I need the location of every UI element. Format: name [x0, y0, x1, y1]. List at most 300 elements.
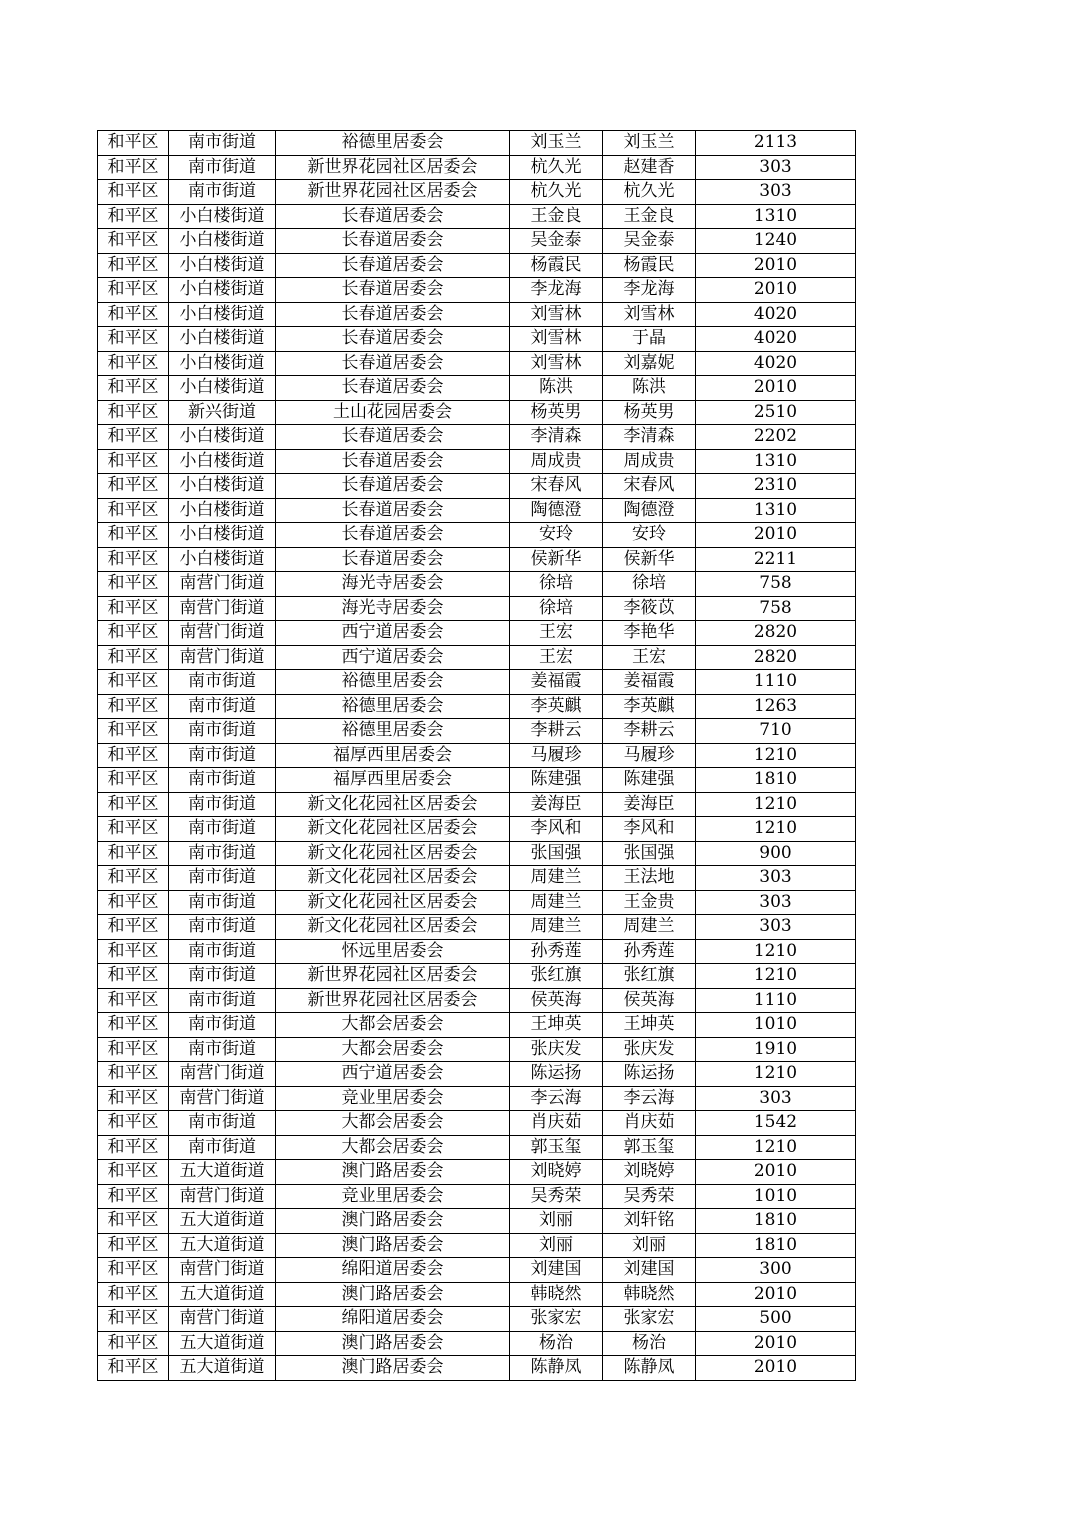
street-cell: 南市街道 [169, 988, 276, 1013]
street-cell: 小白楼街道 [169, 351, 276, 376]
amount-cell: 1310 [696, 498, 856, 523]
amount-cell: 1210 [696, 817, 856, 842]
amount-cell: 1263 [696, 694, 856, 719]
amount-cell: 300 [696, 1258, 856, 1283]
table-row [98, 449, 856, 474]
committee-cell: 澳门路居委会 [276, 1282, 510, 1307]
table-row [98, 988, 856, 1013]
district-cell: 和平区 [98, 694, 169, 719]
committee-cell: 绵阳道居委会 [276, 1258, 510, 1283]
committee-cell: 新世界花园社区居委会 [276, 180, 510, 205]
table-row [98, 1013, 856, 1038]
member-name-cell: 杨英男 [603, 400, 696, 425]
district-cell: 和平区 [98, 572, 169, 597]
amount-cell: 2820 [696, 621, 856, 646]
member-name-cell: 刘晓婷 [603, 1160, 696, 1185]
committee-cell: 长春道居委会 [276, 253, 510, 278]
holder-name-cell: 肖庆茹 [510, 1111, 603, 1136]
amount-cell: 2202 [696, 425, 856, 450]
amount-cell: 303 [696, 1086, 856, 1111]
street-cell: 小白楼街道 [169, 425, 276, 450]
member-name-cell: 姜福霞 [603, 670, 696, 695]
street-cell: 南市街道 [169, 155, 276, 180]
table-row [98, 792, 856, 817]
street-cell: 南市街道 [169, 1013, 276, 1038]
district-cell: 和平区 [98, 474, 169, 499]
table-row [98, 278, 856, 303]
street-cell: 五大道街道 [169, 1233, 276, 1258]
holder-name-cell: 陶德澄 [510, 498, 603, 523]
committee-cell: 裕德里居委会 [276, 719, 510, 744]
committee-cell: 新文化花园社区居委会 [276, 792, 510, 817]
holder-name-cell: 韩晓然 [510, 1282, 603, 1307]
holder-name-cell: 侯英海 [510, 988, 603, 1013]
member-name-cell: 陈洪 [603, 376, 696, 401]
district-cell: 和平区 [98, 596, 169, 621]
amount-cell: 1110 [696, 670, 856, 695]
holder-name-cell: 刘丽 [510, 1233, 603, 1258]
table-row [98, 229, 856, 254]
holder-name-cell: 陈静凤 [510, 1356, 603, 1381]
holder-name-cell: 郭玉玺 [510, 1135, 603, 1160]
street-cell: 南市街道 [169, 694, 276, 719]
street-cell: 南营门街道 [169, 1062, 276, 1087]
table-row [98, 1209, 856, 1234]
district-cell: 和平区 [98, 719, 169, 744]
holder-name-cell: 刘晓婷 [510, 1160, 603, 1185]
district-cell: 和平区 [98, 1086, 169, 1111]
committee-cell: 竞业里居委会 [276, 1184, 510, 1209]
holder-name-cell: 马履珍 [510, 743, 603, 768]
committee-cell: 西宁道居委会 [276, 621, 510, 646]
street-cell: 南营门街道 [169, 572, 276, 597]
holder-name-cell: 周建兰 [510, 890, 603, 915]
district-cell: 和平区 [98, 327, 169, 352]
amount-cell: 758 [696, 572, 856, 597]
committee-cell: 长春道居委会 [276, 351, 510, 376]
holder-name-cell: 陈运扬 [510, 1062, 603, 1087]
district-cell: 和平区 [98, 1184, 169, 1209]
committee-cell: 新文化花园社区居委会 [276, 866, 510, 891]
street-cell: 小白楼街道 [169, 278, 276, 303]
table-row [98, 1062, 856, 1087]
member-name-cell: 李艳华 [603, 621, 696, 646]
committee-cell: 裕德里居委会 [276, 670, 510, 695]
holder-name-cell: 刘丽 [510, 1209, 603, 1234]
street-cell: 小白楼街道 [169, 253, 276, 278]
table-row [98, 1258, 856, 1283]
member-name-cell: 刘丽 [603, 1233, 696, 1258]
street-cell: 南营门街道 [169, 1258, 276, 1283]
table-row [98, 596, 856, 621]
committee-cell: 新文化花园社区居委会 [276, 915, 510, 940]
member-name-cell: 李云海 [603, 1086, 696, 1111]
amount-cell: 2010 [696, 1282, 856, 1307]
street-cell: 五大道街道 [169, 1356, 276, 1381]
district-cell: 和平区 [98, 498, 169, 523]
street-cell: 南市街道 [169, 719, 276, 744]
district-cell: 和平区 [98, 1135, 169, 1160]
district-cell: 和平区 [98, 302, 169, 327]
holder-name-cell: 李龙海 [510, 278, 603, 303]
member-name-cell: 马履珍 [603, 743, 696, 768]
member-name-cell: 周成贵 [603, 449, 696, 474]
member-name-cell: 王金贵 [603, 890, 696, 915]
table-row [98, 376, 856, 401]
amount-cell: 303 [696, 155, 856, 180]
table-row [98, 817, 856, 842]
amount-cell: 1810 [696, 1233, 856, 1258]
street-cell: 南营门街道 [169, 596, 276, 621]
street-cell: 五大道街道 [169, 1160, 276, 1185]
district-cell: 和平区 [98, 645, 169, 670]
holder-name-cell: 王坤英 [510, 1013, 603, 1038]
district-cell: 和平区 [98, 1209, 169, 1234]
table-row [98, 964, 856, 989]
member-name-cell: 孙秀莲 [603, 939, 696, 964]
table-row [98, 768, 856, 793]
table-row [98, 1184, 856, 1209]
member-name-cell: 郭玉玺 [603, 1135, 696, 1160]
amount-cell: 303 [696, 915, 856, 940]
table-row [98, 523, 856, 548]
holder-name-cell: 周建兰 [510, 866, 603, 891]
member-name-cell: 李耕云 [603, 719, 696, 744]
committee-cell: 土山花园居委会 [276, 400, 510, 425]
holder-name-cell: 李风和 [510, 817, 603, 842]
amount-cell: 4020 [696, 327, 856, 352]
holder-name-cell: 杨英男 [510, 400, 603, 425]
district-cell: 和平区 [98, 351, 169, 376]
street-cell: 五大道街道 [169, 1331, 276, 1356]
member-name-cell: 姜海臣 [603, 792, 696, 817]
amount-cell: 2010 [696, 253, 856, 278]
holder-name-cell: 侯新华 [510, 547, 603, 572]
holder-name-cell: 杨治 [510, 1331, 603, 1356]
district-cell: 和平区 [98, 670, 169, 695]
amount-cell: 1210 [696, 743, 856, 768]
committee-cell: 长春道居委会 [276, 425, 510, 450]
holder-name-cell: 刘雪林 [510, 302, 603, 327]
member-name-cell: 王金良 [603, 204, 696, 229]
committee-cell: 裕德里居委会 [276, 694, 510, 719]
holder-name-cell: 刘雪林 [510, 351, 603, 376]
committee-cell: 西宁道居委会 [276, 1062, 510, 1087]
district-cell: 和平区 [98, 449, 169, 474]
table-row [98, 1233, 856, 1258]
committee-cell: 海光寺居委会 [276, 572, 510, 597]
amount-cell: 2113 [696, 131, 856, 156]
committee-cell: 长春道居委会 [276, 449, 510, 474]
district-cell: 和平区 [98, 131, 169, 156]
street-cell: 小白楼街道 [169, 229, 276, 254]
member-name-cell: 李龙海 [603, 278, 696, 303]
amount-cell: 1210 [696, 1135, 856, 1160]
amount-cell: 1010 [696, 1184, 856, 1209]
committee-cell: 长春道居委会 [276, 278, 510, 303]
district-cell: 和平区 [98, 523, 169, 548]
table-row [98, 572, 856, 597]
holder-name-cell: 李英麒 [510, 694, 603, 719]
holder-name-cell: 陈建强 [510, 768, 603, 793]
district-cell: 和平区 [98, 1160, 169, 1185]
table-row [98, 1135, 856, 1160]
amount-cell: 2510 [696, 400, 856, 425]
committee-cell: 新世界花园社区居委会 [276, 155, 510, 180]
table-row [98, 253, 856, 278]
member-name-cell: 王坤英 [603, 1013, 696, 1038]
holder-name-cell: 吴秀荣 [510, 1184, 603, 1209]
committee-cell: 长春道居委会 [276, 302, 510, 327]
table-row [98, 1086, 856, 1111]
table-row [98, 866, 856, 891]
member-name-cell: 于晶 [603, 327, 696, 352]
amount-cell: 2310 [696, 474, 856, 499]
member-name-cell: 安玲 [603, 523, 696, 548]
table-row [98, 327, 856, 352]
amount-cell: 2010 [696, 1356, 856, 1381]
holder-name-cell: 陈洪 [510, 376, 603, 401]
member-name-cell: 杨治 [603, 1331, 696, 1356]
table-row [98, 204, 856, 229]
member-name-cell: 韩晓然 [603, 1282, 696, 1307]
amount-cell: 4020 [696, 351, 856, 376]
data-table [97, 130, 856, 1381]
amount-cell: 2010 [696, 376, 856, 401]
committee-cell: 福厚西里居委会 [276, 743, 510, 768]
committee-cell: 长春道居委会 [276, 229, 510, 254]
committee-cell: 长春道居委会 [276, 498, 510, 523]
district-cell: 和平区 [98, 890, 169, 915]
street-cell: 南营门街道 [169, 621, 276, 646]
holder-name-cell: 李云海 [510, 1086, 603, 1111]
committee-cell: 大都会居委会 [276, 1037, 510, 1062]
street-cell: 南市街道 [169, 1037, 276, 1062]
member-name-cell: 王法地 [603, 866, 696, 891]
district-cell: 和平区 [98, 1307, 169, 1332]
district-cell: 和平区 [98, 1282, 169, 1307]
committee-cell: 长春道居委会 [276, 547, 510, 572]
committee-cell: 长春道居委会 [276, 376, 510, 401]
member-name-cell: 陈静凤 [603, 1356, 696, 1381]
street-cell: 南市街道 [169, 866, 276, 891]
table-row [98, 1160, 856, 1185]
holder-name-cell: 杭久光 [510, 155, 603, 180]
committee-cell: 竞业里居委会 [276, 1086, 510, 1111]
amount-cell: 2010 [696, 1331, 856, 1356]
amount-cell: 1910 [696, 1037, 856, 1062]
street-cell: 南市街道 [169, 964, 276, 989]
member-name-cell: 宋春风 [603, 474, 696, 499]
street-cell: 南市街道 [169, 939, 276, 964]
amount-cell: 303 [696, 866, 856, 891]
street-cell: 小白楼街道 [169, 376, 276, 401]
holder-name-cell: 张家宏 [510, 1307, 603, 1332]
street-cell: 南市街道 [169, 841, 276, 866]
holder-name-cell: 徐培 [510, 572, 603, 597]
district-cell: 和平区 [98, 229, 169, 254]
district-cell: 和平区 [98, 817, 169, 842]
member-name-cell: 吴秀荣 [603, 1184, 696, 1209]
committee-cell: 新世界花园社区居委会 [276, 988, 510, 1013]
table-row [98, 621, 856, 646]
committee-cell: 福厚西里居委会 [276, 768, 510, 793]
committee-cell: 长春道居委会 [276, 204, 510, 229]
table-row [98, 547, 856, 572]
table-row [98, 1282, 856, 1307]
holder-name-cell: 王金良 [510, 204, 603, 229]
member-name-cell: 吴金泰 [603, 229, 696, 254]
street-cell: 五大道街道 [169, 1209, 276, 1234]
amount-cell: 303 [696, 180, 856, 205]
district-cell: 和平区 [98, 988, 169, 1013]
district-cell: 和平区 [98, 768, 169, 793]
street-cell: 南市街道 [169, 1135, 276, 1160]
member-name-cell: 李风和 [603, 817, 696, 842]
member-name-cell: 侯英海 [603, 988, 696, 1013]
holder-name-cell: 徐培 [510, 596, 603, 621]
member-name-cell: 张红旗 [603, 964, 696, 989]
district-cell: 和平区 [98, 547, 169, 572]
table-row [98, 400, 856, 425]
amount-cell: 710 [696, 719, 856, 744]
committee-cell: 西宁道居委会 [276, 645, 510, 670]
table-row [98, 474, 856, 499]
street-cell: 南营门街道 [169, 1307, 276, 1332]
committee-cell: 怀远里居委会 [276, 939, 510, 964]
table-row [98, 425, 856, 450]
committee-cell: 新文化花园社区居委会 [276, 890, 510, 915]
street-cell: 小白楼街道 [169, 523, 276, 548]
holder-name-cell: 张国强 [510, 841, 603, 866]
table-row [98, 841, 856, 866]
amount-cell: 2010 [696, 523, 856, 548]
street-cell: 南市街道 [169, 890, 276, 915]
district-cell: 和平区 [98, 1062, 169, 1087]
table-row [98, 351, 856, 376]
street-cell: 南市街道 [169, 915, 276, 940]
table-row [98, 670, 856, 695]
district-cell: 和平区 [98, 1111, 169, 1136]
table-row [98, 155, 856, 180]
member-name-cell: 李筱苡 [603, 596, 696, 621]
holder-name-cell: 刘建国 [510, 1258, 603, 1283]
committee-cell: 长春道居委会 [276, 523, 510, 548]
street-cell: 南市街道 [169, 768, 276, 793]
table-row [98, 1331, 856, 1356]
district-cell: 和平区 [98, 939, 169, 964]
district-cell: 和平区 [98, 400, 169, 425]
committee-cell: 澳门路居委会 [276, 1160, 510, 1185]
committee-cell: 长春道居委会 [276, 474, 510, 499]
district-cell: 和平区 [98, 253, 169, 278]
committee-cell: 绵阳道居委会 [276, 1307, 510, 1332]
member-name-cell: 刘嘉妮 [603, 351, 696, 376]
street-cell: 南营门街道 [169, 1086, 276, 1111]
district-cell: 和平区 [98, 866, 169, 891]
holder-name-cell: 吴金泰 [510, 229, 603, 254]
amount-cell: 758 [696, 596, 856, 621]
street-cell: 南市街道 [169, 180, 276, 205]
street-cell: 小白楼街道 [169, 498, 276, 523]
district-cell: 和平区 [98, 278, 169, 303]
amount-cell: 4020 [696, 302, 856, 327]
committee-cell: 大都会居委会 [276, 1135, 510, 1160]
street-cell: 南营门街道 [169, 645, 276, 670]
committee-cell: 长春道居委会 [276, 327, 510, 352]
district-cell: 和平区 [98, 743, 169, 768]
committee-cell: 新世界花园社区居委会 [276, 964, 510, 989]
table-row [98, 939, 856, 964]
district-cell: 和平区 [98, 376, 169, 401]
street-cell: 南市街道 [169, 670, 276, 695]
district-cell: 和平区 [98, 180, 169, 205]
district-cell: 和平区 [98, 425, 169, 450]
street-cell: 新兴街道 [169, 400, 276, 425]
district-cell: 和平区 [98, 1331, 169, 1356]
amount-cell: 1210 [696, 964, 856, 989]
member-name-cell: 张国强 [603, 841, 696, 866]
holder-name-cell: 王宏 [510, 621, 603, 646]
member-name-cell: 刘建国 [603, 1258, 696, 1283]
member-name-cell: 陈建强 [603, 768, 696, 793]
amount-cell: 1810 [696, 768, 856, 793]
street-cell: 南市街道 [169, 817, 276, 842]
member-name-cell: 赵建香 [603, 155, 696, 180]
holder-name-cell: 周成贵 [510, 449, 603, 474]
district-cell: 和平区 [98, 792, 169, 817]
amount-cell: 1542 [696, 1111, 856, 1136]
holder-name-cell: 杨霞民 [510, 253, 603, 278]
member-name-cell: 侯新华 [603, 547, 696, 572]
holder-name-cell: 王宏 [510, 645, 603, 670]
holder-name-cell: 刘雪林 [510, 327, 603, 352]
district-cell: 和平区 [98, 621, 169, 646]
member-name-cell: 陶德澄 [603, 498, 696, 523]
holder-name-cell: 孙秀莲 [510, 939, 603, 964]
member-name-cell: 张家宏 [603, 1307, 696, 1332]
amount-cell: 1210 [696, 792, 856, 817]
member-name-cell: 刘轩铭 [603, 1209, 696, 1234]
street-cell: 小白楼街道 [169, 204, 276, 229]
holder-name-cell: 杭久光 [510, 180, 603, 205]
street-cell: 小白楼街道 [169, 449, 276, 474]
amount-cell: 2010 [696, 1160, 856, 1185]
amount-cell: 900 [696, 841, 856, 866]
amount-cell: 1110 [696, 988, 856, 1013]
district-cell: 和平区 [98, 915, 169, 940]
holder-name-cell: 姜海臣 [510, 792, 603, 817]
amount-cell: 2820 [696, 645, 856, 670]
committee-cell: 澳门路居委会 [276, 1209, 510, 1234]
street-cell: 小白楼街道 [169, 547, 276, 572]
street-cell: 南营门街道 [169, 1184, 276, 1209]
street-cell: 五大道街道 [169, 1282, 276, 1307]
district-cell: 和平区 [98, 1356, 169, 1381]
holder-name-cell: 张庆发 [510, 1037, 603, 1062]
table-row [98, 694, 856, 719]
member-name-cell: 周建兰 [603, 915, 696, 940]
amount-cell: 1210 [696, 1062, 856, 1087]
holder-name-cell: 李清森 [510, 425, 603, 450]
table-row [98, 645, 856, 670]
committee-cell: 澳门路居委会 [276, 1233, 510, 1258]
amount-cell: 1310 [696, 204, 856, 229]
amount-cell: 1810 [696, 1209, 856, 1234]
holder-name-cell: 张红旗 [510, 964, 603, 989]
district-cell: 和平区 [98, 1037, 169, 1062]
amount-cell: 303 [696, 890, 856, 915]
